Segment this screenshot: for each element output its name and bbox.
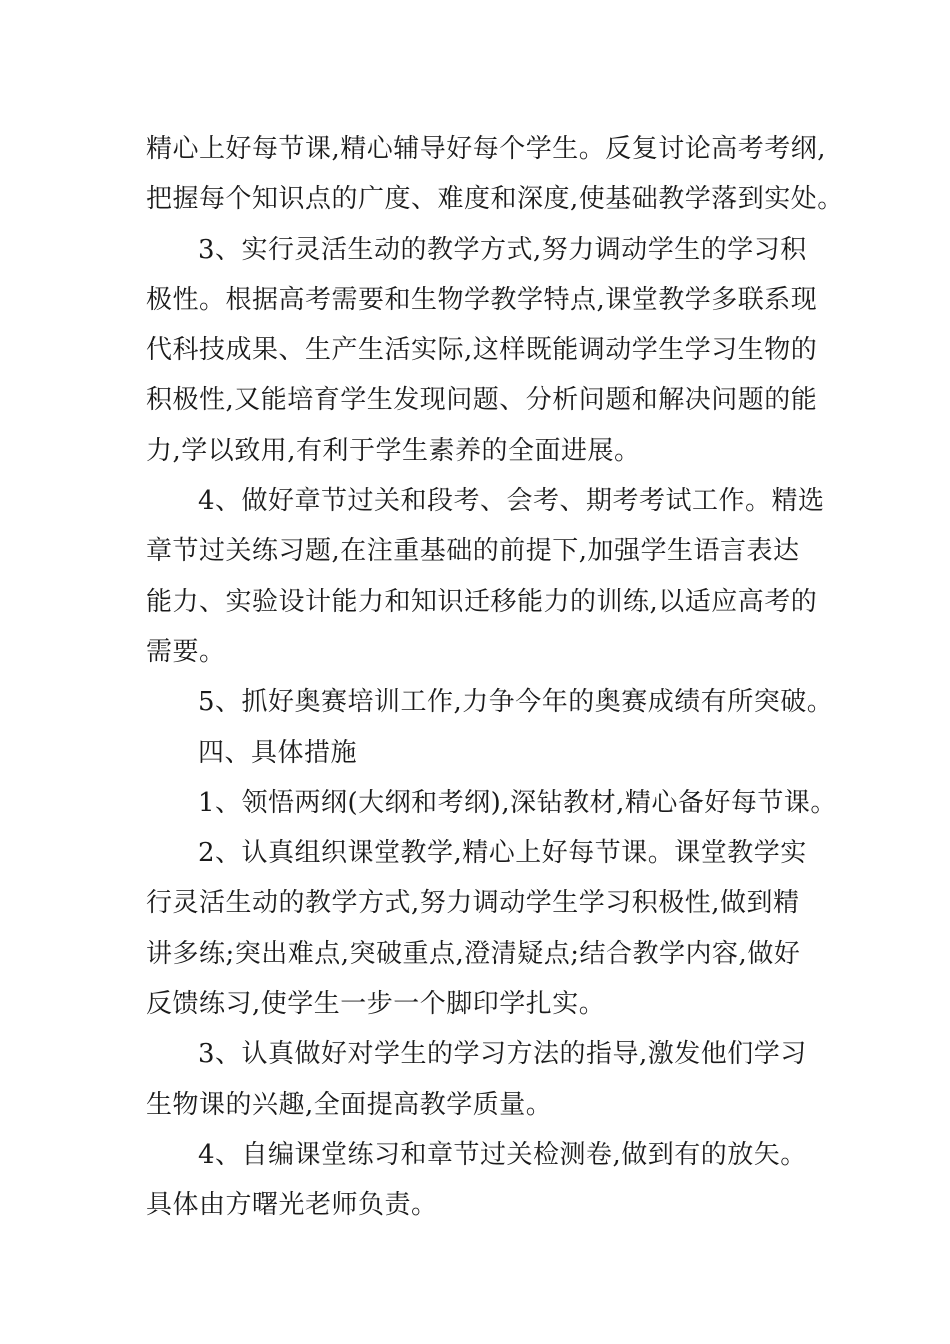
text-line: 章节过关练习题,在注重基础的前提下,加强学生语言表达: [146, 536, 800, 567]
text-line: 积极性,又能培育学生发现问题、分析问题和解决问题的能: [146, 385, 818, 416]
text-line: 4、自编课堂练习和章节过关检测卷,做到有的放矢。: [198, 1139, 807, 1170]
text-line: 2、认真组织课堂教学,精心上好每节课。课堂教学实: [198, 838, 807, 869]
section-heading: 四、具体措施: [198, 737, 358, 768]
text-line: 生物课的兴趣,全面提高教学质量。: [146, 1089, 553, 1120]
text-line: 能力、实验设计能力和知识迁移能力的训练,以适应高考的: [146, 586, 818, 617]
text-line: 精心上好每节课,精心辅导好每个学生。反复讨论高考考纲,: [146, 134, 827, 164]
text-line: 3、认真做好对学生的学习方法的指导,激发他们学习: [198, 1039, 807, 1070]
text-line: 力,学以致用,有利于学生素养的全面进展。: [146, 435, 641, 466]
text-line: 把握每个知识点的广度、难度和深度,使基础教学落到实处。: [146, 184, 844, 215]
text-line: 4、做好章节过关和段考、会考、期考考试工作。精选: [198, 486, 825, 517]
document-body: [146, 124, 844, 1231]
text-line: 代科技成果、生产生活实际,这样既能调动学生学习生物的: [146, 335, 818, 366]
text-line: 1、领悟两纲(大纲和考纲),深钻教材,精心备好每节课。: [198, 787, 837, 818]
text-line: 讲多练;突出难点,突破重点,澄清疑点;结合教学内容,做好: [146, 938, 801, 969]
text-line: 需要。: [146, 636, 226, 667]
text-line: 行灵活生动的教学方式,努力调动学生学习积极性,做到精: [146, 888, 800, 919]
text-line: 3、实行灵活生动的教学方式,努力调动学生的学习积: [198, 234, 807, 265]
text-line: 反馈练习,使学生一步一个脚印学扎实。: [146, 989, 606, 1020]
text-line: 极性。根据高考需要和生物学教学特点,课堂教学多联系现: [146, 284, 818, 315]
text-line: 5、抓好奥赛培训工作,力争今年的奥赛成绩有所突破。: [198, 687, 834, 718]
text-line: 具体由方曙光老师负责。: [146, 1190, 438, 1221]
